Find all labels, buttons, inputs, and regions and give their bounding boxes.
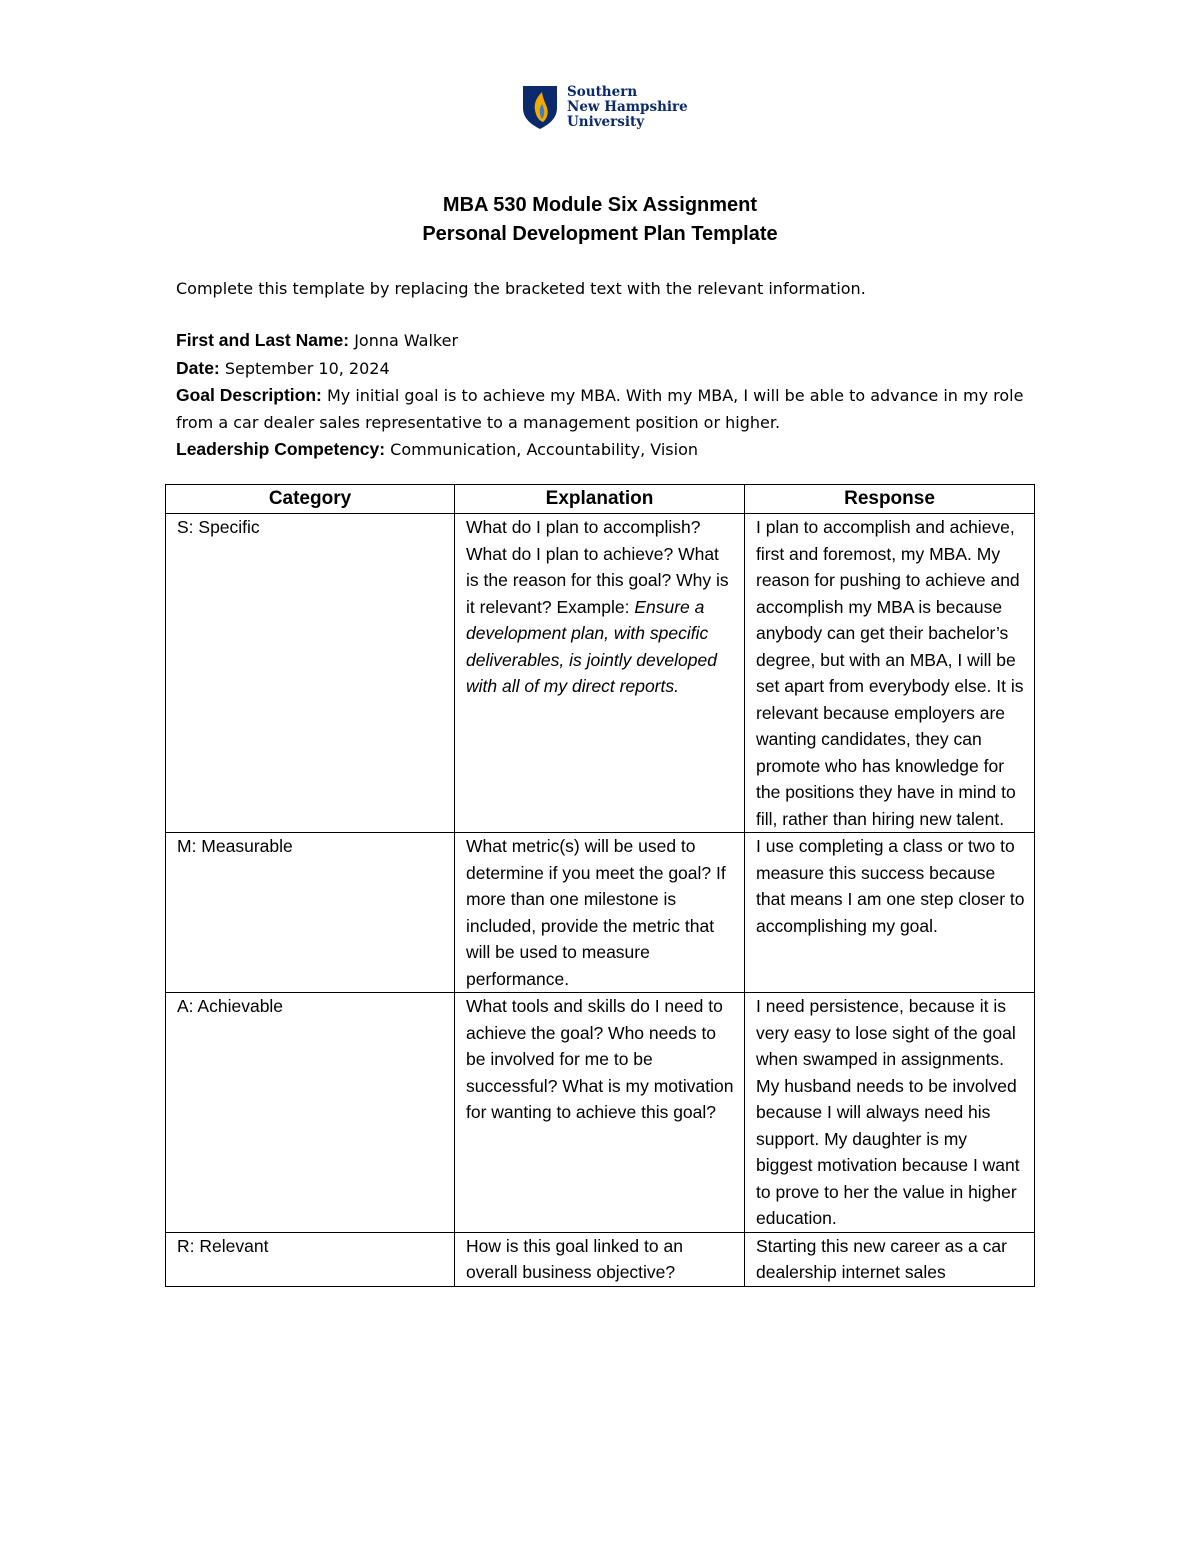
example-text: Ensure a development plan, with specific deliverables, is jointly developed with all of my direct reports. [466,596,717,696]
instructions-text: Complete this template by replacing the bracketed text with the relevant information. [176,279,866,298]
document-title: MBA 530 Module Six Assignment [442,194,758,216]
explanation-text: What do I plan to accomplish? What do I plan to achieve? What is the reason for this goal? Why is it relevant? [466,517,729,617]
table-row [166,514,1035,833]
logo-line-2: New Hampshire [567,99,688,115]
shield-flame-icon [521,84,559,130]
row-response: Starting this new career as a car dealership internet sales [745,1232,1035,1286]
table-row [166,833,1035,993]
row-response: I need persistence, because it is very easy to lose sight of the goal when swamped in assignments. My husband needs to be involved because I will always need his support. My daughter is my biggest motivation because I want to prove to her the value in higher education. [745,993,1035,1233]
row-category: S: Specific [166,514,455,833]
date-field [176,355,1036,383]
row-category: R: Relevant [166,1232,455,1286]
row-response: I plan to accomplish and achieve, first and foremost, my MBA. My reason for pushing to achieve and accomplish my MBA is because anybody can get their bachelor’s degree, but with an MBA, I will be set apart from everybody else. It is relevant because employers are wanting candidates, they can promote who has knowledge for the positions they have in mind to fill, rather than hiring new talent. [745,514,1035,833]
row-explanation [455,514,745,833]
row-explanation: What metric(s) will be used to determine if you meet the goal? If more than one milestone is included, provide the metric that will be used to measure performance. [455,833,745,993]
goal-value: My initial goal is to achieve my MBA. With my MBA, I will be able to advance in my role from a car dealer sales representative to a management position or higher. [176,386,1024,432]
row-explanation: How is this goal linked to an overall business objective? [455,1232,745,1286]
header-explanation: Explanation [455,485,745,514]
logo-wordmark [567,85,688,130]
header-response: Response [745,485,1035,514]
goal-field [176,382,1036,436]
competency-field [176,436,1036,464]
smart-goal-table [165,484,1035,1287]
logo-line-3: University [567,114,645,130]
header-fields [176,327,1036,464]
competency-value: Communication, Accountability, Vision [390,440,699,459]
table-row [166,993,1035,1233]
competency-label: Leadership Competency: [176,439,386,459]
university-logo [521,84,691,132]
date-value: September 10, 2024 [224,358,390,378]
name-label: First and Last Name: [176,330,350,350]
goal-label: Goal Description: [176,385,322,405]
date-label: Date: [176,357,220,378]
table-row [166,1232,1035,1286]
table-header-row [166,485,1035,514]
name-value: Jonna Walker [354,331,459,350]
name-field [176,327,1036,355]
row-category: A: Achievable [166,993,455,1233]
row-explanation: What tools and skills do I need to achieve the goal? Who needs to be involved for me to be successful? What is my motivation for wanting to achieve this goal? [455,993,745,1233]
row-response: I use completing a class or two to measure this success because that means I am one step closer to accomplishing my goal. [745,833,1035,993]
example-label: Example: [556,596,630,617]
row-category: M: Measurable [166,833,455,993]
logo-line-1: Southern [567,84,638,100]
document-subtitle: Personal Development Plan Template [422,223,778,245]
header-category: Category [166,485,455,514]
